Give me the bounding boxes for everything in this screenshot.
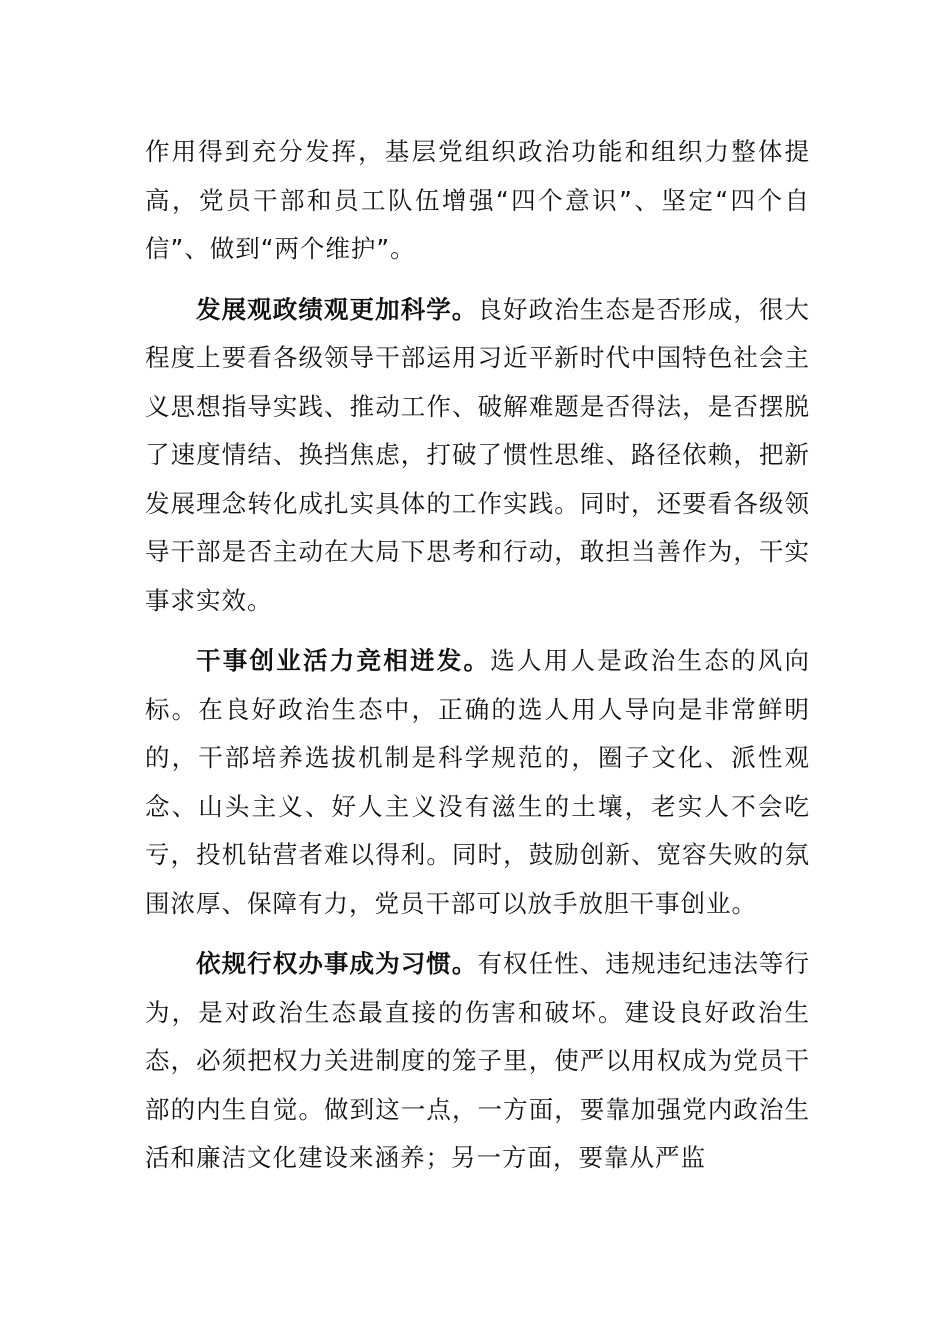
paragraph-text: 作用得到充分发挥，基层党组织政治功能和组织力整体提高，党员干部和员工队伍增强“四个意识”、坚定“四个自信”、做到“两个维护”。 [145,137,810,263]
paragraph-entrepreneurship-vitality [145,637,810,928]
paragraph-heading: 发展观政绩观更加科学。 [196,294,478,324]
document-body [145,128,810,1183]
paragraph-rule-based-power [145,940,810,1183]
paragraph-text: 选人用人是政治生态的风向标。在良好政治生态中，正确的选人用人导向是非常鲜明的，干部培养选拔机制是科学规范的，圈子文化、派性观念、山头主义、好人主义没有滋生的土壤，老实人不会吃亏，投机钻营者难以得利。同时，鼓励创新、宽容失败的氛围浓厚、保障有力，党员干部可以放手放胆干事创业。 [145,646,810,918]
paragraph-continuation [145,128,810,274]
paragraph-heading: 干事创业活力竞相迸发。 [196,646,491,675]
paragraph-heading: 依规行权办事成为习惯。 [196,949,478,978]
paragraph-text: 良好政治生态是否形成，很大程度上要看各级领导干部运用习近平新时代中国特色社会主义思想指导实践、推动工作、破解难题是否得法，是否摆脱了速度情结、换挡焦虑，打破了惯性思维、路径依赖，把新发展理念转化成扎实具体的工作实践。同时，还要看各级领导干部是否主动在大局下思考和行动，敢担当善作为，干实事求实效。 [145,294,811,615]
paragraph-text: 有权任性、违规违纪违法等行为，是对政治生态最直接的伤害和破坏。建设良好政治生态，必须把权力关进制度的笼子里，使严以用权成为党员干部的内生自觉。做到这一点，一方面，要靠加强党内政治生活和廉洁文化建设来涵养；另一方面，要靠从严监 [145,949,811,1172]
paragraph-development-view [145,286,810,626]
